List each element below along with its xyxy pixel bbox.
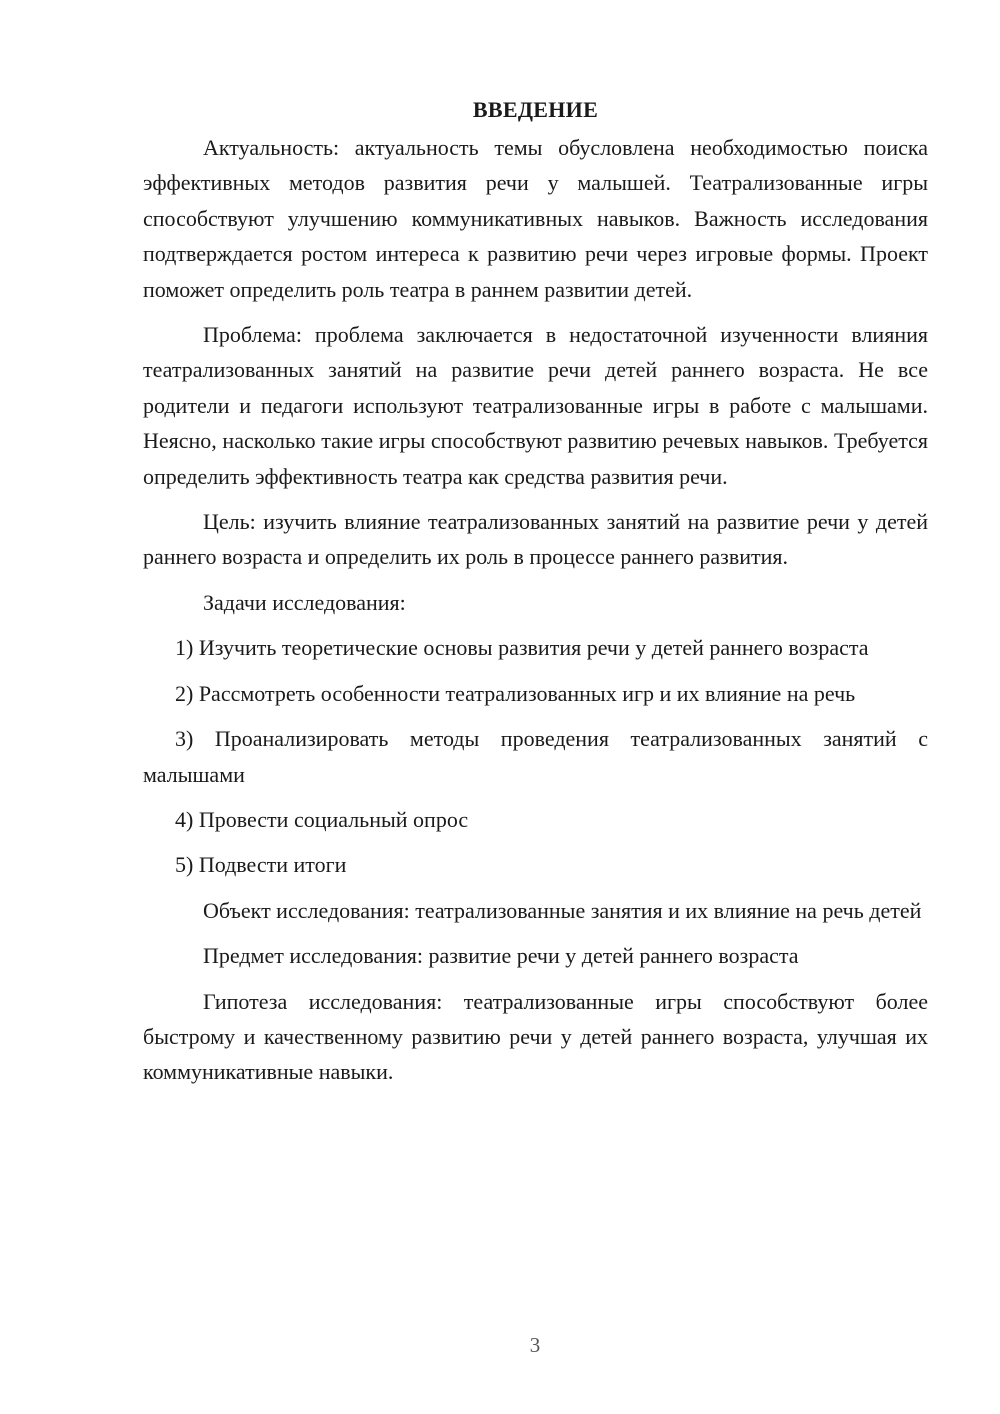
task-item-2: 2) Рассмотреть особенности театрализованных игр и их влияние на речь [175, 680, 856, 706]
task-item-4: 4) Провести социальный опрос [175, 806, 469, 832]
hypothesis-paragraph: Гипотеза исследования: театрализованные игры способствуют более быстрому и качественному развитию речи у детей раннего возраста, улучшая их коммуникативные навыки. [143, 988, 928, 1085]
page-number: 3 [529, 1333, 541, 1357]
document-page [143, 92, 928, 1090]
object-paragraph: Объект исследования: театрализованные занятия и их влияние на речь детей [203, 897, 922, 923]
subject-paragraph: Предмет исследования: развитие речи у детей раннего возраста [203, 943, 799, 969]
relevance-paragraph: Актуальность: актуальность темы обусловлена необходимостью поиска эффективных методов развития речи у малышей. Театрализованные игры способствуют улучшению коммуникативных навыков. Важность исследования подтверждается ростом интереса к развитию речи через игровые формы. Проект поможет определить роль театра в раннем развитии детей. [143, 135, 928, 302]
problem-paragraph: Проблема: проблема заключается в недостаточной изученности влияния театрализованных занятий на развитие речи детей раннего возраста. Не все родители и педагоги используют театрализованные игры в работе с малышами. Неясно, насколько такие игры способствуют развитию речевых навыков. Требуется определить эффективность театра как средства развития речи. [143, 322, 928, 489]
section-title: ВВЕДЕНИЕ [472, 97, 599, 122]
goal-paragraph: Цель: изучить влияние театрализованных занятий на развитие речи у детей раннего возраста и определить их роль в процессе раннего развития. [143, 509, 928, 570]
task-item-1: 1) Изучить теоретические основы развития речи у детей раннего возраста [175, 635, 869, 661]
tasks-heading: Задачи исследования: [203, 589, 406, 615]
task-item-5: 5) Подвести итоги [175, 852, 347, 878]
task-item-3: 3) Проанализировать методы проведения театрализованных занятий с малышами [143, 726, 928, 787]
